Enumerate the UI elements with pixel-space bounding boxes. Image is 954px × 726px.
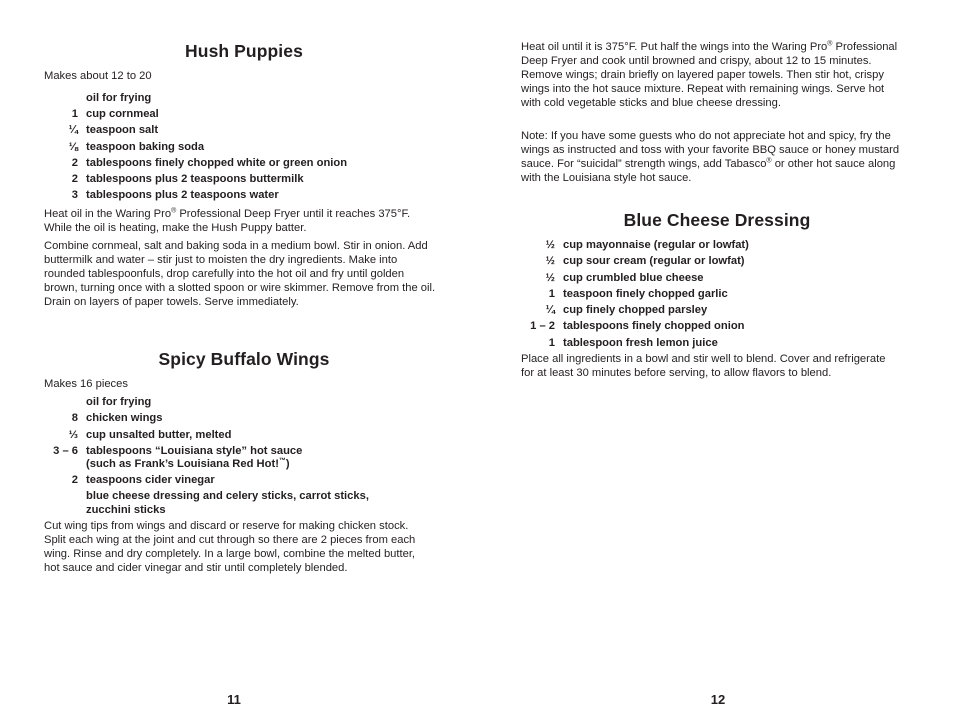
ingredient-row bbox=[521, 255, 913, 271]
ingredient-qty: ⅓ bbox=[68, 428, 78, 441]
text-span: (such as Frank’s Louisiana Red Hot! bbox=[86, 458, 279, 471]
ingredient-text: oil for frying bbox=[86, 92, 152, 104]
buffalo-wings-ingredients bbox=[44, 396, 444, 519]
blue-cheese-dressing-step: Place all ingredients in a bowl and stir well to blend. Cover and refrigerate for at least 30 minutes before serving, to allow flavors to blend. bbox=[521, 353, 886, 379]
text-span: Professional Deep Fryer and cook until browned and crispy, about 12 to 15 minutes. Remove wings; drain briefly on layered paper towels. Then stir hot, crispy wings into the hot sauce mixture. Repeat with remaining wings. Serve hot with cold vegetable sticks and blue cheese dressing. bbox=[521, 41, 898, 109]
ingredient-row bbox=[44, 490, 444, 519]
ingredient-qty: 2 bbox=[71, 172, 78, 185]
ingredient-qty: 1 bbox=[71, 108, 78, 121]
ingredient-text: teaspoon finely chopped garlic bbox=[563, 287, 728, 300]
ingredient-row bbox=[521, 304, 913, 320]
ingredient-qty: 2 bbox=[71, 473, 78, 486]
text-span: or other hot sauce along with the Louisiana style hot sauce. bbox=[521, 157, 896, 184]
hush-puppies-step-2: Combine cornmeal, salt and baking soda in a medium bowl. Stir in onion. Add buttermilk and water – stir just to moisten the dry ingredients. Make into rounded tablespoonfuls, drop carefully into the hot oil and fry until golden brown, turning once with a slotted spoon or wire skimmer. Remove from the oil. Drain on layers of paper towels. Serve immediately. bbox=[44, 240, 436, 308]
ingredient-text bbox=[86, 490, 444, 519]
text-span: Note: If you have some guests who do not appreciate hot and spicy, fry the wings as instructed and toss with your favorite BBQ sauce or honey mustard sauce. For “suicidal” strength wings, add Tabasco bbox=[521, 130, 900, 170]
ingredient-qty: 1 bbox=[548, 336, 555, 349]
ingredient-qty: 3 – 6 bbox=[53, 444, 78, 457]
ingredient-text: teaspoon baking soda bbox=[86, 140, 205, 153]
hush-puppies-step-1 bbox=[44, 208, 424, 236]
buffalo-wings-title: Spicy Buffalo Wings bbox=[158, 349, 330, 369]
ingredient-row bbox=[521, 337, 913, 353]
ingredient-row bbox=[44, 412, 444, 428]
page-number-right: 12 bbox=[710, 692, 726, 707]
ingredient-qty: 2 bbox=[71, 156, 78, 169]
ingredient-row bbox=[44, 189, 444, 205]
ingredient-row bbox=[44, 429, 444, 445]
ingredient-qty bbox=[44, 490, 86, 519]
text-span: tablespoons “Louisiana style” hot sauce bbox=[86, 444, 303, 457]
ingredient-qty: ½ bbox=[545, 271, 555, 284]
ingredient-text: teaspoons cider vinegar bbox=[86, 473, 215, 486]
ingredient-row bbox=[44, 396, 444, 412]
blue-cheese-dressing-ingredients bbox=[521, 239, 913, 353]
ingredient-qty: 1 bbox=[548, 287, 555, 300]
ingredient-qty: ¼ bbox=[68, 124, 78, 137]
hush-puppies-yield: Makes about 12 to 20 bbox=[44, 70, 152, 82]
ingredient-qty: ⅛ bbox=[68, 140, 78, 153]
ingredient-qty bbox=[44, 396, 86, 412]
ingredient-qty: 3 bbox=[71, 189, 78, 202]
buffalo-wings-yield: Makes 16 pieces bbox=[44, 378, 128, 390]
blue-cheese-dressing-title: Blue Cheese Dressing bbox=[623, 210, 811, 230]
ingredient-row bbox=[44, 141, 444, 157]
ingredient-qty bbox=[44, 92, 86, 108]
ingredient-qty: 1 – 2 bbox=[530, 320, 555, 333]
hush-puppies-title: Hush Puppies bbox=[185, 41, 303, 61]
ingredient-qty: ½ bbox=[545, 255, 555, 268]
ingredient-row bbox=[44, 474, 444, 490]
buffalo-wings-note bbox=[521, 130, 913, 186]
ingredient-text: oil for frying bbox=[86, 396, 152, 408]
text-span: blue cheese dressing and celery sticks, carrot sticks, bbox=[86, 490, 369, 503]
ingredient-qty: 8 bbox=[71, 412, 78, 425]
registered-mark: ® bbox=[171, 207, 177, 215]
ingredient-row bbox=[521, 272, 913, 288]
text-span: zucchini sticks bbox=[86, 503, 166, 516]
text-span: Heat oil until it is 375°F. Put half the wings into the Waring Pro bbox=[521, 41, 828, 53]
ingredient-row bbox=[521, 288, 913, 304]
ingredient-row bbox=[521, 320, 913, 336]
ingredient-text: teaspoon salt bbox=[86, 124, 159, 137]
text-span: Heat oil in the Waring Pro bbox=[44, 208, 172, 220]
ingredient-text: tablespoons plus 2 teaspoons water bbox=[86, 189, 279, 202]
ingredient-text: cup mayonnaise (regular or lowfat) bbox=[563, 239, 749, 251]
ingredient-qty: ¼ bbox=[545, 304, 555, 317]
ingredient-row bbox=[521, 239, 913, 255]
ingredient-text: tablespoons finely chopped onion bbox=[563, 320, 745, 333]
ingredient-text: tablespoon fresh lemon juice bbox=[563, 336, 718, 349]
ingredient-text: tablespoons plus 2 teaspoons buttermilk bbox=[86, 172, 304, 185]
ingredient-text: cup unsalted butter, melted bbox=[86, 428, 232, 441]
text-span: ) bbox=[285, 458, 290, 471]
text-span: Professional Deep Fryer until it reaches 375°F. While the oil is heating, make the Hush Puppy batter. bbox=[44, 208, 411, 234]
ingredient-text: cup sour cream (regular or lowfat) bbox=[563, 255, 745, 268]
ingredient-text bbox=[86, 445, 444, 474]
ingredient-qty: ½ bbox=[545, 239, 555, 251]
ingredient-text: tablespoons finely chopped white or green onion bbox=[86, 156, 348, 169]
ingredient-text: cup finely chopped parsley bbox=[563, 304, 708, 317]
page-number-left: 11 bbox=[227, 692, 241, 707]
ingredient-row bbox=[44, 92, 444, 108]
ingredient-text: cup cornmeal bbox=[86, 108, 159, 121]
ingredient-row bbox=[44, 157, 444, 173]
registered-mark: ® bbox=[766, 157, 772, 165]
ingredient-row bbox=[44, 124, 444, 140]
ingredient-row bbox=[44, 108, 444, 124]
buffalo-wings-step-2 bbox=[521, 41, 906, 111]
ingredient-row bbox=[44, 445, 444, 474]
trademark-mark: ™ bbox=[278, 457, 286, 465]
ingredient-text: chicken wings bbox=[86, 412, 163, 425]
registered-mark: ® bbox=[827, 40, 833, 48]
buffalo-wings-step-1: Cut wing tips from wings and discard or reserve for making chicken stock. Split each wing at the joint and cut through so there are 2 pieces from each wing. Rinse and dry completely. In a large bowl, combine the melted butter, hot sauce and cider vinegar and stir until completely blended. bbox=[44, 520, 416, 574]
hush-puppies-ingredients bbox=[44, 92, 444, 205]
ingredient-text: cup crumbled blue cheese bbox=[563, 271, 704, 284]
ingredient-row bbox=[44, 173, 444, 189]
